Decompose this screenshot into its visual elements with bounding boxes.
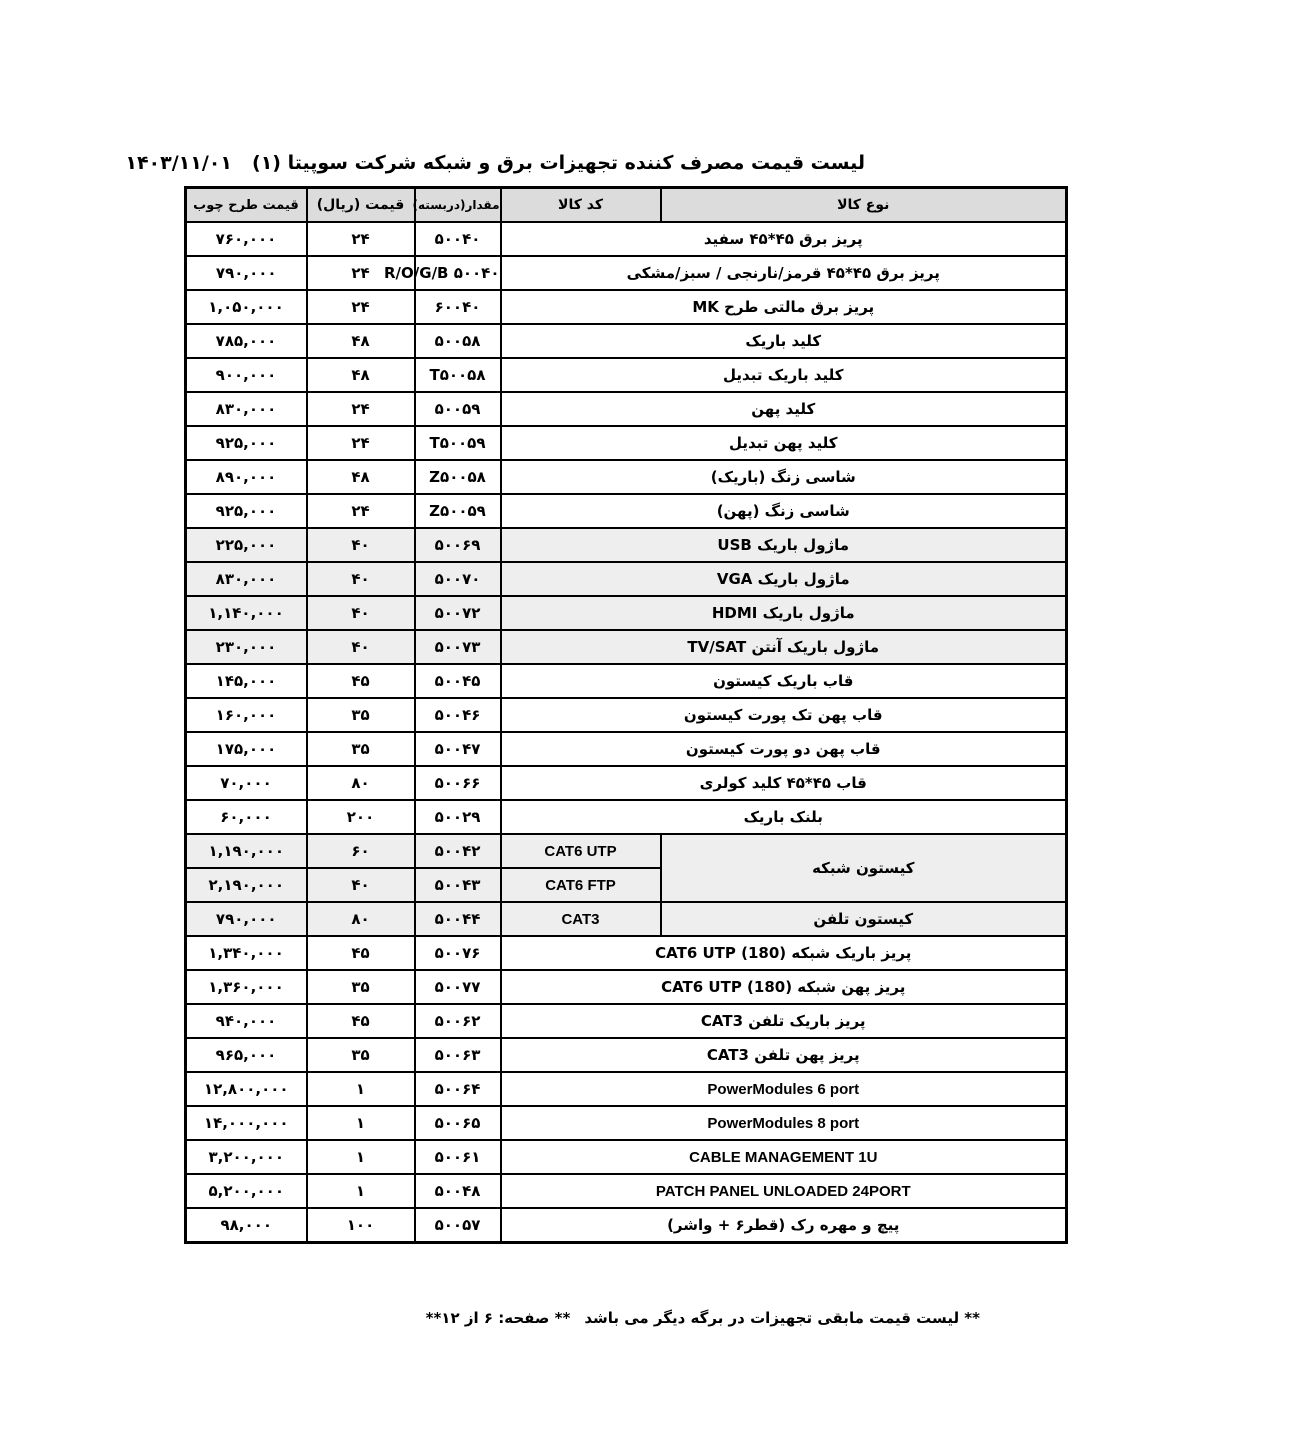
table-row	[186, 222, 1067, 256]
row-item-name: پریز برق ۴۵*۴۵ قرمز/نارنجی / سبز/مشکی	[501, 256, 1067, 290]
table-row	[186, 358, 1067, 392]
row-code: ۵۰۰۲۹	[415, 800, 501, 834]
row-item-name: پریز برق مالتی طرح MK	[501, 290, 1067, 324]
table-row	[186, 664, 1067, 698]
row-code: ۵۰۰۴۲	[415, 834, 501, 868]
row-qty: ۴۸	[307, 460, 415, 494]
row-item-name: پریز برق ۴۵*۴۵ سفید	[501, 222, 1067, 256]
row-qty: ۳۵	[307, 1038, 415, 1072]
row-price: ۲۲۵,۰۰۰	[186, 528, 307, 562]
row-code: ۶۰۰۴۰	[415, 290, 501, 324]
row-item-name: پریز باریک شبکه CAT6 UTP (180)	[501, 936, 1067, 970]
row-qty: ۲۴	[307, 290, 415, 324]
keystone-sub-type: CAT3	[501, 902, 661, 936]
table-row	[186, 834, 1067, 868]
row-price-merged: ۳,۲۰۰,۰۰۰	[186, 1140, 307, 1174]
price-table	[184, 186, 1068, 1244]
table-row	[186, 1072, 1067, 1106]
col-name-header: نوع کالا	[661, 188, 1067, 223]
keystone-phone-label: کیستون تلفن	[661, 902, 1067, 936]
table-row	[186, 528, 1067, 562]
row-price: ۲۳۰,۰۰۰	[186, 630, 307, 664]
col-wood-header: قیمت طرح چوب	[186, 188, 307, 223]
table-row	[186, 596, 1067, 630]
row-qty: ۴۵	[307, 936, 415, 970]
col-qty-header: مقدار(دربسته)	[415, 188, 501, 223]
keystone-sub-type: CAT6 FTP	[501, 868, 661, 902]
row-code: ۵۰۰۶۵	[415, 1106, 501, 1140]
row-item-name: کلید پهن	[501, 392, 1067, 426]
footer-note	[280, 1304, 980, 1332]
row-price: ۸۳۰,۰۰۰	[186, 392, 307, 426]
row-code: ۵۰۰۷۷	[415, 970, 501, 1004]
row-price-merged: ۷۹۰,۰۰۰	[186, 256, 307, 290]
row-price: ۶۰,۰۰۰	[186, 800, 307, 834]
row-code: ۵۰۰۴۴	[415, 902, 501, 936]
row-item-name: کلید پهن تبدیل	[501, 426, 1067, 460]
row-code: ۵۰۰۶۴	[415, 1072, 501, 1106]
table-body-top	[186, 222, 1067, 834]
row-item-name: پریز پهن تلفن CAT3	[501, 1038, 1067, 1072]
row-qty: ۶۰	[307, 834, 415, 868]
table-row	[186, 800, 1067, 834]
table-row	[186, 290, 1067, 324]
row-code: T۵۰۰۵۸	[415, 358, 501, 392]
row-qty: ۸۰	[307, 766, 415, 800]
table-body-bottom	[186, 936, 1067, 1243]
row-code: ۵۰۰۵۸	[415, 324, 501, 358]
row-code: ۵۰۰۴۸	[415, 1174, 501, 1208]
row-code: ۵۰۰۴۳	[415, 868, 501, 902]
row-item-name: ماژول باریک USB	[501, 528, 1067, 562]
row-price: ۷۸۵,۰۰۰	[186, 324, 307, 358]
row-price-merged: ۹۸,۰۰۰	[186, 1208, 307, 1243]
row-item-name: پریز پهن شبکه CAT6 UTP (180)	[501, 970, 1067, 1004]
row-item-name: PowerModules 8 port	[501, 1106, 1067, 1140]
table-row	[186, 1208, 1067, 1243]
keystone-network-label: کیستون شبکه	[661, 834, 1067, 902]
row-code: Z۵۰۰۵۹	[415, 494, 501, 528]
row-qty: ۴۵	[307, 664, 415, 698]
table-row	[186, 970, 1067, 1004]
row-price-merged: ۲,۱۹۰,۰۰۰	[186, 868, 307, 902]
row-price: ۹۲۵,۰۰۰	[186, 426, 307, 460]
row-item-name: شاسی زنگ (باریک)	[501, 460, 1067, 494]
table-row	[186, 460, 1067, 494]
row-qty: ۸۰	[307, 902, 415, 936]
table-row	[186, 630, 1067, 664]
row-qty: ۲۴	[307, 256, 415, 290]
row-qty: ۱	[307, 1106, 415, 1140]
table-row	[186, 1038, 1067, 1072]
row-price: ۱۴۵,۰۰۰	[186, 664, 307, 698]
table-row	[186, 256, 1067, 290]
row-price: ۹۰۰,۰۰۰	[186, 358, 307, 392]
row-item-name: PowerModules 6 port	[501, 1072, 1067, 1106]
row-item-name: بلنک باریک	[501, 800, 1067, 834]
row-item-name: قاب باریک کیستون	[501, 664, 1067, 698]
row-qty: ۲۰۰	[307, 800, 415, 834]
row-qty: ۴۵	[307, 1004, 415, 1038]
row-price: ۹۴۰,۰۰۰	[186, 1004, 307, 1038]
table-row	[186, 324, 1067, 358]
row-price-merged: ۱,۱۹۰,۰۰۰	[186, 834, 307, 868]
row-qty: ۴۸	[307, 324, 415, 358]
table-row	[186, 766, 1067, 800]
row-qty: ۱	[307, 1072, 415, 1106]
row-qty: ۲۴	[307, 494, 415, 528]
row-qty: ۴۰	[307, 562, 415, 596]
row-item-name: ماژول باریک آنتن TV/SAT	[501, 630, 1067, 664]
row-price: ۹۶۵,۰۰۰	[186, 1038, 307, 1072]
row-qty: ۳۵	[307, 698, 415, 732]
row-qty: ۴۸	[307, 358, 415, 392]
row-price: ۱,۳۶۰,۰۰۰	[186, 970, 307, 1004]
table-row	[186, 732, 1067, 766]
row-code: ۵۰۰۵۹	[415, 392, 501, 426]
table-row	[186, 902, 1067, 936]
row-item-name: CABLE MANAGEMENT 1U	[501, 1140, 1067, 1174]
row-item-name: پریز باریک تلفن CAT3	[501, 1004, 1067, 1038]
row-item-name: پیچ و مهره رک (قطر۶ + واشر)	[501, 1208, 1067, 1243]
row-item-name: ماژول باریک VGA	[501, 562, 1067, 596]
row-price: ۱۷۵,۰۰۰	[186, 732, 307, 766]
row-qty: ۴۰	[307, 630, 415, 664]
row-qty: ۱۰۰	[307, 1208, 415, 1243]
row-code: ۵۰۰۶۶	[415, 766, 501, 800]
table-row	[186, 562, 1067, 596]
row-code: ۵۰۰۷۶	[415, 936, 501, 970]
row-code: ۵۰۰۶۹	[415, 528, 501, 562]
row-code: Z۵۰۰۵۸	[415, 460, 501, 494]
title-date: ۱۴۰۳/۱۱/۰۱	[125, 152, 232, 174]
row-price-merged: ۵,۲۰۰,۰۰۰	[186, 1174, 307, 1208]
row-code: ۵۰۰۷۲	[415, 596, 501, 630]
row-qty: ۲۴	[307, 392, 415, 426]
row-qty: ۱	[307, 1174, 415, 1208]
table-row	[186, 1174, 1067, 1208]
row-qty: ۳۵	[307, 732, 415, 766]
row-price: ۱۶۰,۰۰۰	[186, 698, 307, 732]
page-title	[125, 146, 865, 180]
table-row	[186, 494, 1067, 528]
row-item-name: شاسی زنگ (پهن)	[501, 494, 1067, 528]
header-row	[186, 188, 1067, 223]
row-price: ۷۰,۰۰۰	[186, 766, 307, 800]
row-price-merged: ۱۲,۸۰۰,۰۰۰	[186, 1072, 307, 1106]
row-qty: ۴۰	[307, 868, 415, 902]
row-item-name: کلید باریک تبدیل	[501, 358, 1067, 392]
row-price: ۸۳۰,۰۰۰	[186, 562, 307, 596]
table-row	[186, 1106, 1067, 1140]
col-code-header: کد کالا	[501, 188, 661, 223]
row-qty: ۱	[307, 1140, 415, 1174]
footer-page: ** صفحه: ۶ از ۱۲**	[425, 1309, 571, 1327]
row-qty: ۲۴	[307, 222, 415, 256]
row-qty: ۳۵	[307, 970, 415, 1004]
row-code: ۵۰۰۴۷	[415, 732, 501, 766]
row-code: ۵۰۰۵۷	[415, 1208, 501, 1243]
title-text: لیست قیمت مصرف کننده تجهیزات برق و شبکه شرکت سوپیتا (۱)	[252, 152, 865, 174]
keystone-sub-type: CAT6 UTP	[501, 834, 661, 868]
keystone-section	[186, 834, 1067, 936]
row-code: ۵۰۰۶۳	[415, 1038, 501, 1072]
row-code: ۵۰۰۴۰	[415, 222, 501, 256]
row-qty: ۴۰	[307, 528, 415, 562]
row-price: ۱,۱۴۰,۰۰۰	[186, 596, 307, 630]
row-code: T۵۰۰۵۹	[415, 426, 501, 460]
table-row	[186, 1004, 1067, 1038]
row-price: ۷۶۰,۰۰۰	[186, 222, 307, 256]
row-code: ۵۰۰۷۳	[415, 630, 501, 664]
col-price-header: قیمت (ریال)	[307, 188, 415, 223]
row-price-merged: ۱۴,۰۰۰,۰۰۰	[186, 1106, 307, 1140]
table-row	[186, 936, 1067, 970]
row-code: ۵۰۰۷۰	[415, 562, 501, 596]
row-item-name: PATCH PANEL UNLOADED 24PORT	[501, 1174, 1067, 1208]
row-code: ۵۰۰۶۱	[415, 1140, 501, 1174]
row-item-name: ماژول باریک HDMI	[501, 596, 1067, 630]
table-row	[186, 392, 1067, 426]
row-price: ۹۲۵,۰۰۰	[186, 494, 307, 528]
row-qty: ۲۴	[307, 426, 415, 460]
table-row	[186, 1140, 1067, 1174]
row-code: ۵۰۰۴۵	[415, 664, 501, 698]
row-code: ۵۰۰۴۰ R/O/G/B	[415, 256, 501, 290]
row-item-name: قاب ۴۵*۴۵ کلید کولری	[501, 766, 1067, 800]
row-item-name: قاب پهن دو پورت کیستون	[501, 732, 1067, 766]
footer-text: ** لیست قیمت مابقی تجهیزات در برگه دیگر می باشد	[584, 1309, 980, 1327]
row-price: ۸۹۰,۰۰۰	[186, 460, 307, 494]
row-item-name: کلید باریک	[501, 324, 1067, 358]
row-code: ۵۰۰۶۲	[415, 1004, 501, 1038]
row-qty: ۴۰	[307, 596, 415, 630]
row-price: ۱,۰۵۰,۰۰۰	[186, 290, 307, 324]
table-row	[186, 426, 1067, 460]
row-price-merged: ۷۹۰,۰۰۰	[186, 902, 307, 936]
table-row	[186, 698, 1067, 732]
row-item-name: قاب پهن تک پورت کیستون	[501, 698, 1067, 732]
row-code: ۵۰۰۴۶	[415, 698, 501, 732]
row-price: ۱,۳۴۰,۰۰۰	[186, 936, 307, 970]
